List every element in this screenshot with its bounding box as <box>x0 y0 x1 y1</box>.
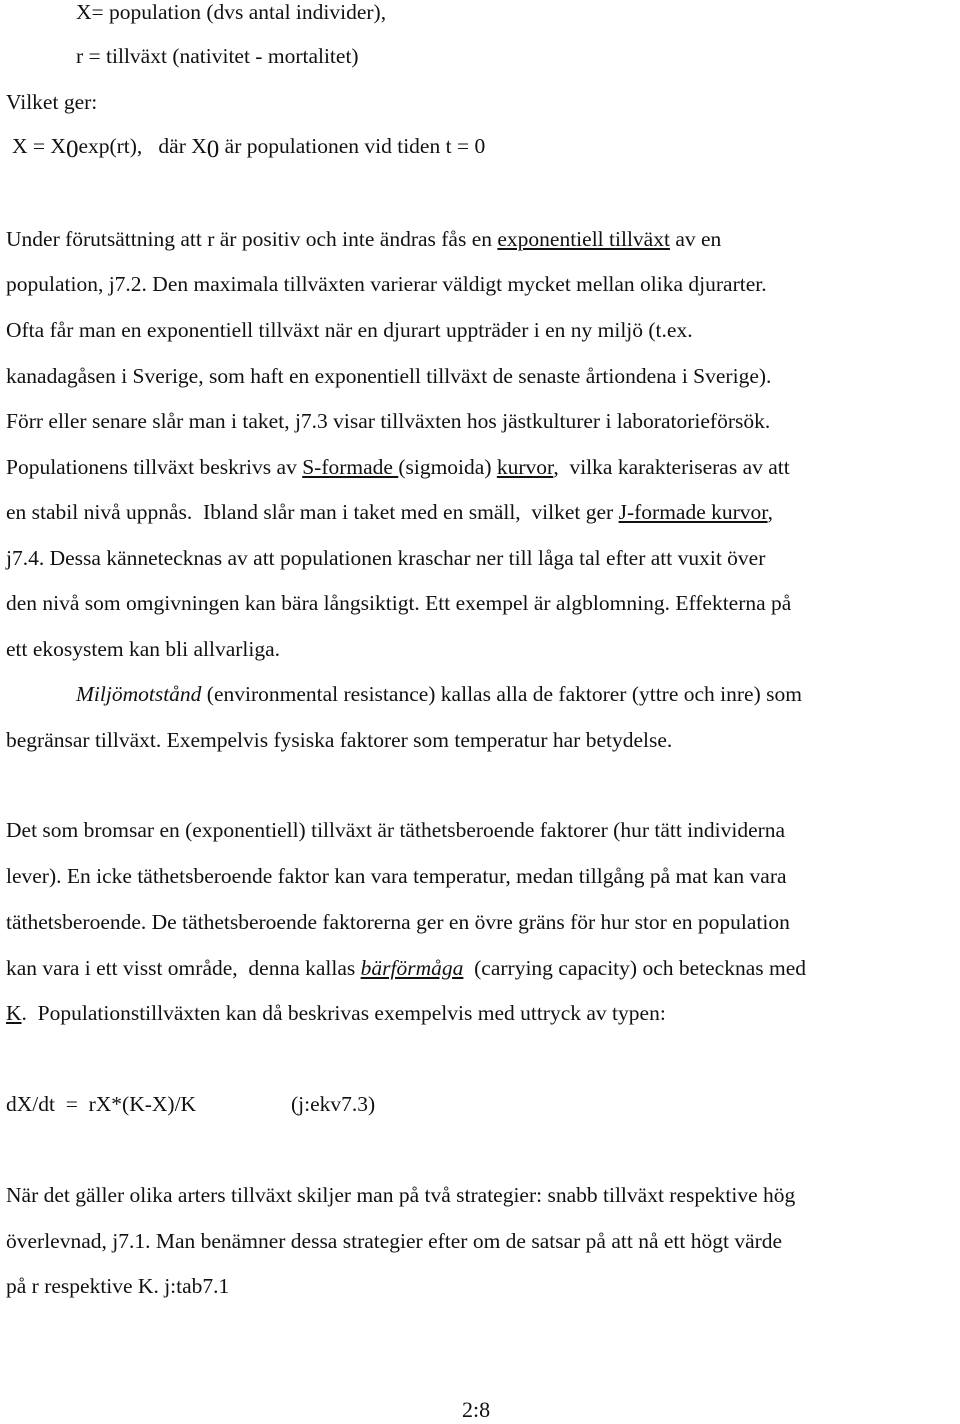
para1-line4: kanadagåsen i Sverige, som haft en exponentiell tillväxt de senaste årtiondena i Sverige). <box>6 364 772 388</box>
formula-expression: dX/dt = rX*(K-X)/K <box>6 1092 197 1116</box>
logistic-formula <box>6 1089 196 1119</box>
para3-line2: överlevnad, j7.1. Man benämner dessa strategier efter om de satsar på att nå ett högt värde <box>6 1229 783 1253</box>
term-s-shaped: S-formade <box>302 455 399 479</box>
para2-line1: Det som bromsar en (exponentiell) tillväxt är täthetsberoende faktorer (hur tätt individerna <box>6 818 786 842</box>
subscript: 0 <box>65 136 79 163</box>
formula-reference: (j:ekv7.3) <box>291 1092 376 1116</box>
para1-line1: Under förutsättning att r är positiv och inte ändras fås en exponentiell tillväxt av en <box>6 227 722 251</box>
term-k: K <box>6 1001 22 1025</box>
term-curves: kurvor <box>496 455 554 479</box>
para1-line2: population, j7.2. Den maximala tillväxten varierar väldigt mycket mellan olika djurarter. <box>6 272 767 296</box>
para3-line3: på r respektive K. j:tab7.1 <box>6 1274 230 1298</box>
para1-line8: j7.4. Dessa kännetecknas av att populationen kraschar ner till låga tal efter att vuxit över <box>6 546 766 570</box>
definition-x: X= population (dvs antal individer), <box>76 0 387 24</box>
term-j-shaped-curves: J-formade kurvor <box>618 500 768 524</box>
page-number: 2:8 <box>462 1397 491 1422</box>
para1-line6: Populationens tillväxt beskrivs av S-formade (sigmoida) kurvor, vilka karakteriseras av att <box>6 455 790 479</box>
para2-line4: kan vara i ett visst område, denna kallas bärförmåga (carrying capacity) och betecknas med <box>6 956 807 980</box>
para3-line1: När det gäller olika arters tillväxt skiljer man på två strategier: snabb tillväxt respektive hög <box>6 1183 796 1207</box>
para1-line10: ett ekosystem kan bli allvarliga. <box>6 637 281 661</box>
definition-r: r = tillväxt (nativitet - mortalitet) <box>76 44 359 68</box>
para2-line3: täthetsberoende. De täthetsberoende faktorerna ger en övre gräns för hur stor en population <box>6 910 790 934</box>
para1-line5: Förr eller senare slår man i taket, j7.3 visar tillväxten hos jästkulturer i laboratorieförsök. <box>6 409 771 433</box>
para1-line7: en stabil nivå uppnås. Ibland slår man i taket med en smäll, vilket ger J-formade kurvor, <box>6 500 773 524</box>
para2-line2: lever). En icke täthetsberoende faktor kan vara temperatur, medan tillgång på mat kan vara <box>6 864 787 888</box>
exponential-formula: X = X0exp(rt), där X0 är populationen vid tiden t = 0 <box>12 134 486 163</box>
para2-line5: K. Populationstillväxten kan då beskrivas exempelvis med uttryck av typen: <box>6 1001 666 1025</box>
intro-text: Vilket ger: <box>6 90 98 114</box>
para1-line3: Ofta får man en exponentiell tillväxt när en djurart uppträder i en ny miljö (t.ex. <box>6 318 693 342</box>
term-exponential-growth: exponentiell tillväxt <box>497 227 670 251</box>
para1-line12: begränsar tillväxt. Exempelvis fysiska faktorer som temperatur har betydelse. <box>6 728 673 752</box>
term-carrying-capacity: bärförmåga <box>360 956 464 980</box>
para1-line11: Miljömotstånd (environmental resistance) kallas alla de faktorer (yttre och inre) som <box>76 682 802 706</box>
term-environmental-resistance: Miljömotstånd <box>76 682 202 706</box>
subscript: 0 <box>206 136 220 163</box>
para1-line9: den nivå som omgivningen kan bära långsiktigt. Ett exempel är algblomning. Effekterna på <box>6 591 792 615</box>
